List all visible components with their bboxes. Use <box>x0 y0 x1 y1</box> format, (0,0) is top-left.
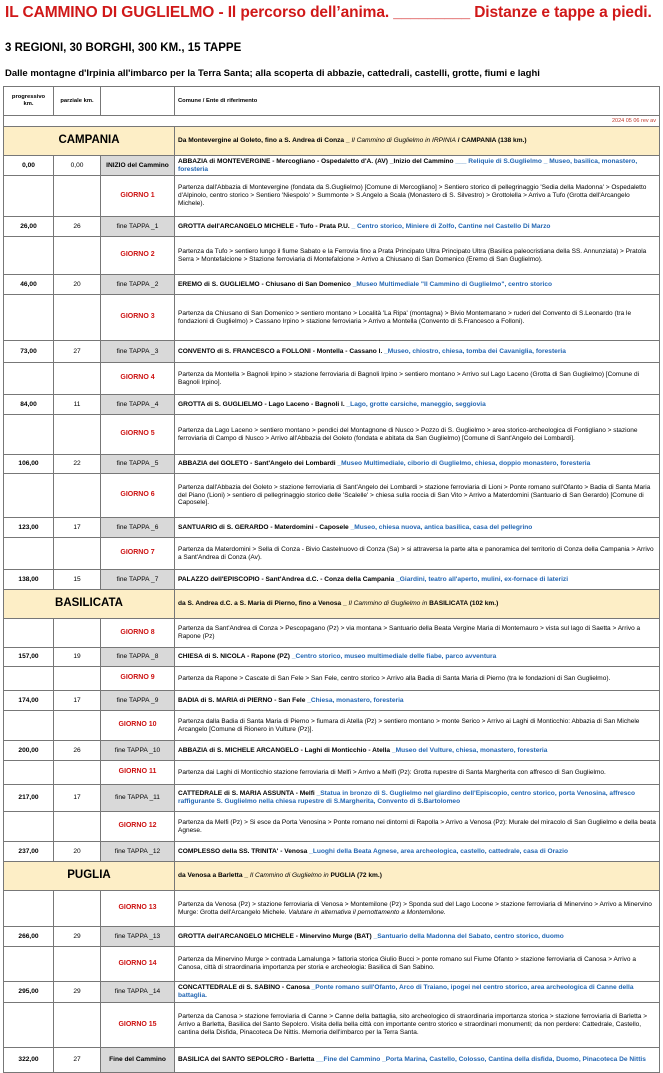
day-label: GIORNO 9 <box>101 667 175 691</box>
progressive-km: 73,00 <box>4 341 54 363</box>
day-route <box>175 619 660 648</box>
stop-highlights: _Giardini, teatro all'aperto, mulini, ex-fornace di laterizi <box>396 575 569 583</box>
day-route-text: Partenza da Venosa (Pz) > stazione ferroviaria di Venosa > Montemilone (Pz) > Sponda sud del Lago Locone > stazione ferroviaria di Minervino > Arrivo a Minervino Murge: Grotta dell'Arcangelo Michele. <box>178 900 652 916</box>
day-route-text: Partenza dall'Abbazia di Montevergine (fondata da S.Guglielmo) [Comune di Mercogliano] > Sentiero storico di pellegrinaggio 'Sedia della Madonna' > Ospedaletto d'Alpinolo, centro storico > Sentiero 'Niespolo' > Summonte > S.Angelo a Scala (Monastero di S. Silvestro) > Grottolella > Arrivo a Tufo (Grotta dell'Arcangelo Michele). <box>178 184 647 207</box>
day-row <box>4 295 660 341</box>
day-empty <box>54 538 101 570</box>
day-label: GIORNO 3 <box>101 295 175 341</box>
partial-km: 11 <box>54 395 101 415</box>
stop-row <box>4 341 660 363</box>
day-route-text: Partenza da Chiusano di San Domenico > sentiero montano > Località 'La Ripa' (montagna) > Bivio Montemarano > ruderi del Convento di S.Leonardo (tra le fondazioni di Guglielmo) > Cassano Irpino > stazione ferroviaria > Arrivo a Montella (Convento di S.Francesco a Folloni). <box>178 309 632 325</box>
stage-label: fine TAPPA _14 <box>101 982 175 1003</box>
day-route-text: Partenza da Minervino Murge > contrada Lamalunga > fattoria storica Giulio Bucci > ponte romano sul Fiume Ofanto > stazione ferroviaria di Canosa > Arrivo a Canosa, città di straordinaria importanza per storia e archeologia: Basilica di San Sabino. <box>178 956 636 971</box>
progressive-km: 0,00 <box>4 156 54 176</box>
day-empty <box>54 761 101 785</box>
partial-km: 17 <box>54 785 101 812</box>
partial-km: 22 <box>54 455 101 474</box>
stop-row <box>4 395 660 415</box>
partial-km: 19 <box>54 648 101 667</box>
day-empty <box>4 363 54 395</box>
stop-name: BADIA di S. MARIA di PIERNO - San Fele <box>178 696 308 704</box>
day-empty <box>54 295 101 341</box>
partial-km: 17 <box>54 691 101 711</box>
progressive-km: 322,00 <box>4 1048 54 1073</box>
stop-description <box>175 927 660 947</box>
stop-description <box>175 518 660 538</box>
stop-name: CONCATTEDRALE di S. SABINO - Canosa <box>178 984 312 992</box>
day-row <box>4 538 660 570</box>
stop-highlights: _Museo, chiostro, chiesa, tomba dei Cavaniglia, foresteria <box>384 347 566 355</box>
day-empty <box>4 176 54 217</box>
stop-description <box>175 982 660 1003</box>
day-row <box>4 947 660 982</box>
day-empty <box>4 538 54 570</box>
day-row <box>4 619 660 648</box>
stop-row <box>4 842 660 862</box>
revision-label: 2024 05 06 rev av <box>175 116 660 127</box>
stop-highlights: _Museo, chiesa nuova, antica basilica, casa del pellegrino <box>350 523 533 531</box>
day-route <box>175 1003 660 1048</box>
stop-description <box>175 741 660 761</box>
header-comune: Comune / Ente di riferimento <box>175 87 660 116</box>
partial-km: 29 <box>54 982 101 1003</box>
day-empty <box>54 176 101 217</box>
stop-name: ABBAZIA di S. MICHELE ARCANGELO - Laghi di Monticchio - Atella <box>178 746 392 754</box>
stop-description <box>175 648 660 667</box>
stage-label: fine TAPPA _10 <box>101 741 175 761</box>
stop-name: EREMO di S. GUGLIELMO - Chiusano di San Domenico <box>178 280 353 288</box>
stage-label: fine TAPPA _9 <box>101 691 175 711</box>
stop-highlights: _Ponte romano sull'Ofanto, Arco di Traiano, ipogei nel centro storico, area archeologica di Canne della battaglia. <box>178 984 634 999</box>
day-label: GIORNO 8 <box>101 619 175 648</box>
day-empty <box>54 667 101 691</box>
stop-description <box>175 691 660 711</box>
stop-row <box>4 982 660 1003</box>
partial-km: 17 <box>54 518 101 538</box>
stage-label: Fine del Cammino <box>101 1048 175 1073</box>
day-label: GIORNO 11 <box>101 761 175 785</box>
progressive-km: 138,00 <box>4 570 54 590</box>
stage-label: fine TAPPA _6 <box>101 518 175 538</box>
day-row <box>4 415 660 455</box>
region-name: PUGLIA <box>4 862 175 891</box>
day-label: GIORNO 12 <box>101 812 175 842</box>
stage-label: fine TAPPA _5 <box>101 455 175 474</box>
stop-row <box>4 156 660 176</box>
day-route-text: Partenza da Lago Laceno > sentiero montano > pendici del Montagnone di Nusco > Pozzo di S. Guglielmo > area storico-archeologica di Fontigliano > stazione ferroviaria di Campo di Nusco > Arrivo all'Abbazia del Goleto (fondata e abitata da San Guglielmo) [Comune di Sant'Angelo dei Lombardi]. <box>178 426 638 442</box>
stop-name: BASILICA del SANTO SEPOLCRO - Barletta <box>178 1056 317 1064</box>
header-progressivo: progressivo km. <box>4 87 54 116</box>
progressive-km: 237,00 <box>4 842 54 862</box>
stop-row <box>4 648 660 667</box>
day-label: GIORNO 4 <box>101 363 175 395</box>
day-route-text: Partenza da Rapone > Cascate di San Fele > San Fele, centro storico > Arrivo alla Badia di Santa Maria di Pierno (tra le fondazioni di San Guglielmo). <box>178 674 611 682</box>
day-empty <box>54 474 101 518</box>
day-empty <box>4 947 54 982</box>
stop-row <box>4 518 660 538</box>
stop-name: ABBAZIA di MONTEVERGINE - Mercogliano - Ospedaletto d'A. (AV) _Inizio del Cammino <box>178 157 456 165</box>
itinerary-table <box>3 86 660 1073</box>
day-empty <box>4 761 54 785</box>
stop-description <box>175 395 660 415</box>
stop-row <box>4 570 660 590</box>
stop-name: CHIESA di S. NICOLA - Rapone (PZ) <box>178 653 292 661</box>
stop-row <box>4 927 660 947</box>
day-route-text: Partenza da Tufo > sentiero lungo il fiume Sabato e la Ferrovia fino a Prata Principato Ultra Principato Ultra (Basilica paleocristiana della SS. Annunziata) > Pratola Serra > Montefalcione > Stazione ferroviaria di Montefalcione > Arrivo a Chiusano di San Domenico (Eremo di San Guglielmo). <box>178 247 647 263</box>
day-label: GIORNO 10 <box>101 711 175 741</box>
day-route <box>175 415 660 455</box>
day-label: GIORNO 2 <box>101 237 175 275</box>
day-route <box>175 667 660 691</box>
partial-km: 0,00 <box>54 156 101 176</box>
header-empty <box>101 87 175 116</box>
region-desc-italic: Il Cammino di Guglielmo in IRPINIA <box>351 137 456 145</box>
region-desc-b: (102 km.) <box>469 600 499 608</box>
region-name: BASILICATA <box>4 590 175 619</box>
stop-row <box>4 785 660 812</box>
day-route-note: Valutare in alternativa il pernottamento a Montemilone. <box>288 908 446 916</box>
region-desc-italic: Il Cammino di Guglielmo in <box>249 872 329 880</box>
stop-highlights: _Chiesa, monastero, foresteria <box>307 696 404 704</box>
progressive-km: 46,00 <box>4 275 54 295</box>
stop-description <box>175 570 660 590</box>
day-label: GIORNO 1 <box>101 176 175 217</box>
stop-row <box>4 691 660 711</box>
stop-name: CATTEDRALE di S. MARIA ASSUNTA - Melfi <box>178 790 317 798</box>
partial-km: 15 <box>54 570 101 590</box>
stop-name: GROTTA di S. GUGLIELMO - Lago Laceno - Bagnoli I. <box>178 400 347 408</box>
stage-label: fine TAPPA _1 <box>101 217 175 237</box>
header-row <box>4 87 660 116</box>
stop-description <box>175 455 660 474</box>
partial-km: 29 <box>54 927 101 947</box>
stop-name: GROTTA dell'ARCANGELO MICHELE - Minervino Murge (BAT) <box>178 932 374 940</box>
stop-row <box>4 741 660 761</box>
stop-highlights: ___ Reliquie di S.Guglielmo _ Museo, basilica, monastero, foresteria <box>178 157 638 173</box>
day-row <box>4 1003 660 1048</box>
day-empty <box>54 619 101 648</box>
day-label: GIORNO 6 <box>101 474 175 518</box>
stop-description <box>175 842 660 862</box>
region-row-campania <box>4 127 660 156</box>
day-route <box>175 363 660 395</box>
revision-row <box>4 116 660 127</box>
progressive-km: 295,00 <box>4 982 54 1003</box>
region-description <box>175 127 660 156</box>
stop-name: ABBAZIA del GOLETO - Sant'Angelo dei Lombardi <box>178 460 338 468</box>
stop-highlights: _ Centro storico, Miniere di Zolfo, Cantine nel Castello Di Marzo <box>351 222 551 230</box>
progressive-km: 123,00 <box>4 518 54 538</box>
stage-label: fine TAPPA _2 <box>101 275 175 295</box>
partial-km: 26 <box>54 217 101 237</box>
day-route <box>175 176 660 217</box>
stop-description <box>175 275 660 295</box>
day-row <box>4 237 660 275</box>
day-route-text: Partenza dai Laghi di Monticchio stazione ferroviaria di Melfi > Arrivo a Melfi (Pz): Grotta rupestre di Santa Margherita con affresco di San Guglielmo. <box>178 768 606 776</box>
day-empty <box>4 415 54 455</box>
progressive-km: 84,00 <box>4 395 54 415</box>
day-label: GIORNO 14 <box>101 947 175 982</box>
stop-highlights: _Santuario della Madonna del Sabato, centro storico, duomo <box>373 932 564 940</box>
day-route-text: Partenza da Melfi (Pz) > Si esce da Porta Venosina > Ponte romano nei dintorni di Rapolla > Arrivo a Venosa (Pz): Murale del miracolo di San Guglielmo e della beata Agnese. <box>178 818 656 834</box>
day-route <box>175 474 660 518</box>
day-empty <box>4 891 54 927</box>
region-row-puglia <box>4 862 660 891</box>
progressive-km: 106,00 <box>4 455 54 474</box>
stop-row <box>4 275 660 295</box>
stop-highlights: _Museo Multimediale "Il Cammino di Guglielmo", centro storico <box>352 280 553 288</box>
day-row <box>4 363 660 395</box>
day-label: GIORNO 13 <box>101 891 175 927</box>
stop-highlights: _Museo del Vulture, chiesa, monastero, foresteria <box>391 746 548 754</box>
stage-label: fine TAPPA _4 <box>101 395 175 415</box>
region-desc-bold: PUGLIA <box>330 872 356 880</box>
day-empty <box>4 474 54 518</box>
day-empty <box>54 891 101 927</box>
stop-highlights: _Lago, grotte carsiche, maneggio, seggiovia <box>346 400 486 408</box>
day-empty <box>4 619 54 648</box>
region-description <box>175 590 660 619</box>
stop-highlights: _Museo Multimediale, ciborio di Guglielmo, chiesa, doppio monastero, foresteria <box>337 460 591 468</box>
subtitle: 3 REGIONI, 30 BORGHI, 300 KM., 15 TAPPE <box>5 42 242 54</box>
stop-description <box>175 785 660 812</box>
day-route <box>175 538 660 570</box>
partial-km: 26 <box>54 741 101 761</box>
region-desc-b: (72 km.) <box>357 872 382 880</box>
stop-highlights: __Fine del Cammino _Porta Marina, Castello, Colosso, Cantina della disfida, Duomo, Pinacoteca De Nittis <box>316 1056 646 1064</box>
subtitle-description: Dalle montagne d'Irpinia all'imbarco per la Terra Santa; alla scoperta di abbazie, cattedrali, castelli, grotte, fiumi e laghi <box>5 68 540 79</box>
progressive-km: 266,00 <box>4 927 54 947</box>
stop-row <box>4 1048 660 1073</box>
title-main: IL CAMMINO DI GUGLIELMO - Il percorso dell’anima. <box>5 4 390 21</box>
progressive-km: 217,00 <box>4 785 54 812</box>
day-route-text: Partenza da Canosa > stazione ferroviaria di Canne > Canne della battaglia, sito archeologico di straordinaria importanza storica > stazione ferroviaria di Barletta > Arrivo a Barletta, Basilica del Santo Sepolcro. Visita della bella città con importante centro storico e straordinari monumenti; da non perdere: Cattedrale, Castello, cantina della Disfida, Pinacoteca De Nittis. Memoria dell'imbarco per la Terra Santa. <box>178 1013 647 1036</box>
stop-name: GROTTA dell'ARCANGELO MICHELE - Tufo - Prata P.U. <box>178 222 352 230</box>
stage-label: fine TAPPA _12 <box>101 842 175 862</box>
day-label: GIORNO 5 <box>101 415 175 455</box>
day-empty <box>4 667 54 691</box>
stage-label: INIZIO del Cammino <box>101 156 175 176</box>
day-empty <box>54 237 101 275</box>
stage-label: fine TAPPA _11 <box>101 785 175 812</box>
day-route <box>175 237 660 275</box>
day-label: GIORNO 15 <box>101 1003 175 1048</box>
day-route <box>175 295 660 341</box>
region-desc-a: da Venosa a Barletta _ <box>178 872 249 880</box>
partial-km: 27 <box>54 341 101 363</box>
progressive-km: 174,00 <box>4 691 54 711</box>
stop-description <box>175 217 660 237</box>
progressive-km: 200,00 <box>4 741 54 761</box>
day-route <box>175 947 660 982</box>
day-route-text: Partenza da Sant'Andrea di Conza > Pescopagano (Pz) > via montana > Santuario della Beata Vergine Maria di Montemauro > vista sul lago di Saetta > Arrivo a Rapone (Pz) <box>178 625 641 640</box>
partial-km: 27 <box>54 1048 101 1073</box>
stop-name: CONVENTO di S. FRANCESCO a FOLLONI - Montella - Cassano I. <box>178 347 385 355</box>
region-desc-b: / CAMPANIA (138 km.) <box>457 137 527 145</box>
stage-label: fine TAPPA _7 <box>101 570 175 590</box>
region-desc-a: da S. Andrea d.C. a S. Maria di Pierno, fino a Venosa _ <box>178 600 347 608</box>
region-description <box>175 862 660 891</box>
day-row <box>4 891 660 927</box>
day-empty <box>54 947 101 982</box>
day-route <box>175 812 660 842</box>
title-right: Distanze e tappe a piedi. <box>474 4 652 21</box>
stage-label: fine TAPPA _8 <box>101 648 175 667</box>
day-empty <box>4 711 54 741</box>
stop-description <box>175 1048 660 1073</box>
day-route <box>175 761 660 785</box>
day-row <box>4 667 660 691</box>
region-name: CAMPANIA <box>4 127 175 156</box>
partial-km: 20 <box>54 275 101 295</box>
day-empty <box>54 812 101 842</box>
day-row <box>4 176 660 217</box>
stop-description <box>175 341 660 363</box>
day-empty <box>4 1003 54 1048</box>
header-parziale: parziale km. <box>54 87 101 116</box>
stop-row <box>4 455 660 474</box>
day-empty <box>54 415 101 455</box>
stop-name: PALAZZO dell'EPISCOPIO - Sant'Andrea d.C. - Conza della Campania <box>178 575 397 583</box>
day-empty <box>4 812 54 842</box>
page-title <box>5 4 652 22</box>
stop-name: COMPLESSO della SS. TRINITA' - Venosa <box>178 847 310 855</box>
progressive-km: 157,00 <box>4 648 54 667</box>
day-route-text: Partenza da Montella > Bagnoli Irpino > stazione ferroviaria di Bagnoli Irpino > sentiero montano > Arrivo sul Lago Laceno (Grotta di San Guglielmo) [Comune di Bagnoli Irpino]. <box>178 370 640 386</box>
day-route <box>175 891 660 927</box>
day-row <box>4 761 660 785</box>
stage-label: fine TAPPA _3 <box>101 341 175 363</box>
region-row-basilicata <box>4 590 660 619</box>
stage-label: fine TAPPA _13 <box>101 927 175 947</box>
day-route <box>175 711 660 741</box>
progressive-km: 26,00 <box>4 217 54 237</box>
day-empty <box>54 711 101 741</box>
region-desc-bold: BASILICATA <box>429 600 468 608</box>
day-empty <box>54 363 101 395</box>
day-label: GIORNO 7 <box>101 538 175 570</box>
day-empty <box>54 1003 101 1048</box>
day-route-text: Partenza dall'Abbazia del Goleto > stazione ferroviaria di Sant'Angelo dei Lombardi > stazione ferroviaria di Lioni > Ponte romano sull'Ofanto > Badia di Santa Maria del Piano (Lioni) > sentiero di pellegrinaggio storico delle 'Scalelle' > chiesa sulla roccia di San Vito > Arrivo a Materdomini (Santuario di San Gerardo) [Comune di Caposele]. <box>178 483 651 507</box>
day-row <box>4 474 660 518</box>
partial-km: 20 <box>54 842 101 862</box>
region-desc-a: Da Montevergine al Goleto, fino a S. Andrea di Conza _ <box>178 137 350 145</box>
region-desc-italic: Il Cammino di Guglielmo in <box>348 600 428 608</box>
stop-description <box>175 156 660 176</box>
day-empty <box>4 237 54 275</box>
title-blank: _________ <box>393 4 470 21</box>
day-route-text: Partenza dalla Badia di Santa Maria di Pierno > fiumara di Atella (Pz) > sentiero montano > monte Serico > Arrivo ai Laghi di Monticchio: Abbazia di San Michele Arcangelo [Comune di Rionero in Vulture (Pz)]. <box>178 717 640 733</box>
stop-highlights: _Statua in bronzo di S. Guglielmo nel giardino dell'Episcopio, centro storico, porta Venosina, affresco raffigurante S. Guglielmo nella chiesa rupestre di S.Margherita, Convento di S.Bartolomeo <box>178 790 636 805</box>
stop-highlights: _Centro storico, museo multimediale delle fiabe, parco avventura <box>291 653 497 661</box>
stop-highlights: _Luoghi della Beata Agnese, area archeologica, castello, cattedrale, casa di Orazio <box>309 847 568 855</box>
stop-name: SANTUARIO di S. GERARDO - Materdomini - Caposele <box>178 523 351 531</box>
day-empty <box>4 295 54 341</box>
stop-row <box>4 217 660 237</box>
day-route-text: Partenza da Materdomini > Sella di Conza - Bivio Castelnuovo di Conza (Sa) > si attraversa la parte alta e panoramica del territorio di Conza della Campania > Arrivo a Sant'Andrea di Conza (Av). <box>178 545 654 561</box>
day-row <box>4 812 660 842</box>
day-row <box>4 711 660 741</box>
